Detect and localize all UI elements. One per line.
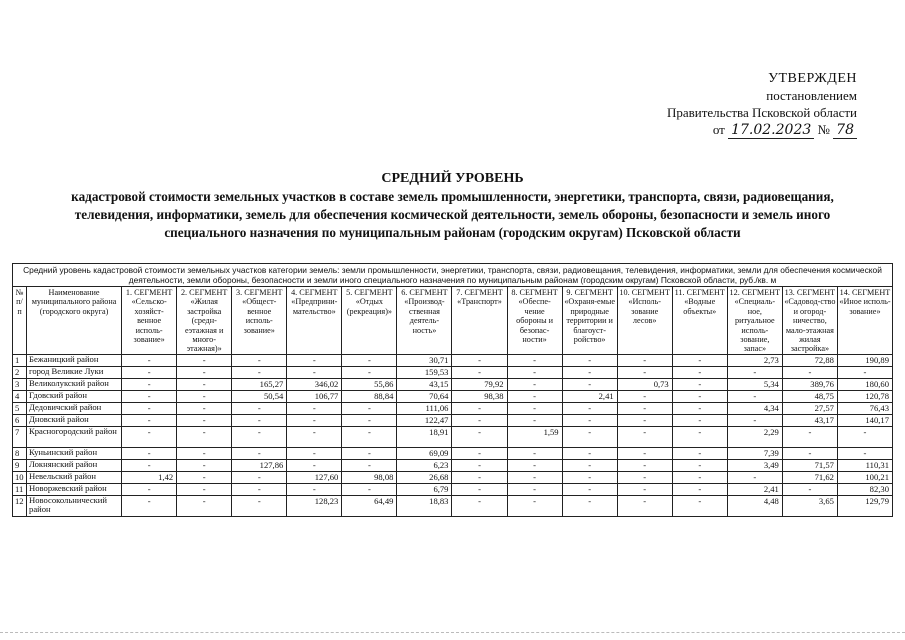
segment-value-7: - xyxy=(452,459,507,471)
segment-value-8: - xyxy=(507,483,562,495)
segment-value-13: - xyxy=(782,483,837,495)
segment-value-6: 26,68 xyxy=(397,471,452,483)
segment-value-10: 0,73 xyxy=(617,378,672,390)
segment-value-9: - xyxy=(562,471,617,483)
segment-value-13: 71,57 xyxy=(782,459,837,471)
cadastral-table-container xyxy=(12,263,893,517)
segment-value-10: - xyxy=(617,459,672,471)
segment-value-5: 55,86 xyxy=(342,378,397,390)
segment-value-4: - xyxy=(287,366,342,378)
segment-value-14: 82,30 xyxy=(837,483,892,495)
segment-value-8: - xyxy=(507,414,562,426)
segment-value-8: - xyxy=(507,402,562,414)
segment-value-6: 43,15 xyxy=(397,378,452,390)
segment-value-12: - xyxy=(727,366,782,378)
segment-value-1: - xyxy=(122,495,177,516)
approval-date-line xyxy=(617,121,857,139)
segment-value-10: - xyxy=(617,495,672,516)
table-row xyxy=(13,459,893,471)
segment-value-13: 71,62 xyxy=(782,471,837,483)
segment-value-7: - xyxy=(452,483,507,495)
header-district-name: Наименование муниципального района (городского округа) xyxy=(27,287,122,355)
segment-value-4: - xyxy=(287,426,342,447)
segment-value-10: - xyxy=(617,402,672,414)
district-name: Дновский район xyxy=(27,414,122,426)
header-segment-7: 7. СЕГМЕНТ «Транспорт» xyxy=(452,287,507,355)
row-index: 3 xyxy=(13,378,27,390)
segment-value-11: - xyxy=(672,378,727,390)
approval-block xyxy=(617,70,857,139)
segment-value-3: - xyxy=(232,354,287,366)
segment-value-13: - xyxy=(782,447,837,459)
segment-value-8: - xyxy=(507,378,562,390)
segment-value-7: - xyxy=(452,414,507,426)
segment-value-9: - xyxy=(562,495,617,516)
segment-value-6: 30,71 xyxy=(397,354,452,366)
segment-value-1: - xyxy=(122,366,177,378)
table-row xyxy=(13,447,893,459)
row-index: 6 xyxy=(13,414,27,426)
segment-value-13: - xyxy=(782,426,837,447)
segment-value-2: - xyxy=(177,414,232,426)
segment-value-2: - xyxy=(177,471,232,483)
segment-value-12: - xyxy=(727,390,782,402)
row-index: 1 xyxy=(13,354,27,366)
header-segment-13: 13. СЕГМЕНТ «Садовод-ство и огород-ничество, мало-этажная жилая застройка» xyxy=(784,288,836,354)
segment-value-2: - xyxy=(177,447,232,459)
segment-value-7: - xyxy=(452,366,507,378)
segment-value-5: - xyxy=(342,402,397,414)
row-index: 9 xyxy=(13,459,27,471)
row-index: 2 xyxy=(13,366,27,378)
header-segment-3: 3. СЕГМЕНТ «Общест-венное исполь-зование» xyxy=(232,287,287,355)
segment-value-8: - xyxy=(507,495,562,516)
segment-value-6: 122,47 xyxy=(397,414,452,426)
segment-value-5: 88,84 xyxy=(342,390,397,402)
segment-value-5: - xyxy=(342,354,397,366)
segment-value-14: 110,31 xyxy=(837,459,892,471)
header-segment-5: 5. СЕГМЕНТ «Отдых (рекреация)» xyxy=(342,287,397,355)
segment-value-11: - xyxy=(672,426,727,447)
district-name: Новоржевский район xyxy=(27,483,122,495)
segment-value-4: 128,23 xyxy=(287,495,342,516)
segment-value-12: 5,34 xyxy=(727,378,782,390)
segment-value-14: 190,89 xyxy=(837,354,892,366)
header-segment-14: 14. СЕГМЕНТ «Иное исполь-зование» xyxy=(837,287,892,355)
segment-value-9: - xyxy=(562,483,617,495)
segment-value-11: - xyxy=(672,495,727,516)
segment-value-11: - xyxy=(672,483,727,495)
segment-value-6: 6,23 xyxy=(397,459,452,471)
segment-value-1: - xyxy=(122,426,177,447)
segment-value-12: 4,34 xyxy=(727,402,782,414)
district-name: Красногородский район xyxy=(27,426,122,447)
document-title xyxy=(0,170,905,242)
segment-value-9: - xyxy=(562,354,617,366)
segment-value-2: - xyxy=(177,459,232,471)
segment-value-2: - xyxy=(177,402,232,414)
segment-value-8: 1,59 xyxy=(507,426,562,447)
segment-value-8: - xyxy=(507,390,562,402)
segment-value-1: - xyxy=(122,378,177,390)
segment-value-8: - xyxy=(507,366,562,378)
segment-value-13: - xyxy=(782,366,837,378)
segment-value-14: 100,21 xyxy=(837,471,892,483)
segment-value-9: - xyxy=(562,426,617,447)
segment-value-1: - xyxy=(122,354,177,366)
segment-value-1: - xyxy=(122,447,177,459)
segment-value-2: - xyxy=(177,378,232,390)
segment-value-10: - xyxy=(617,447,672,459)
segment-value-6: 111,06 xyxy=(397,402,452,414)
segment-value-8: - xyxy=(507,447,562,459)
district-name: Локнянский район xyxy=(27,459,122,471)
segment-value-13: 72,88 xyxy=(782,354,837,366)
segment-value-1: - xyxy=(122,402,177,414)
segment-value-11: - xyxy=(672,366,727,378)
segment-value-4: - xyxy=(287,414,342,426)
segment-value-4: 346,02 xyxy=(287,378,342,390)
table-row xyxy=(13,354,893,366)
segment-value-7: - xyxy=(452,426,507,447)
segment-value-6: 70,64 xyxy=(397,390,452,402)
segment-value-12: 4,48 xyxy=(727,495,782,516)
segment-value-13: 43,17 xyxy=(782,414,837,426)
segment-value-11: - xyxy=(672,471,727,483)
segment-value-8: - xyxy=(507,459,562,471)
segment-value-9: - xyxy=(562,402,617,414)
header-segment-11: 11. СЕГМЕНТ «Водные объекты» xyxy=(672,287,727,355)
segment-value-2: - xyxy=(177,390,232,402)
segment-value-4: - xyxy=(287,402,342,414)
segment-value-1: - xyxy=(122,483,177,495)
segment-value-6: 6,79 xyxy=(397,483,452,495)
segment-value-13: 27,57 xyxy=(782,402,837,414)
table-row xyxy=(13,495,893,516)
segment-value-5: 64,49 xyxy=(342,495,397,516)
segment-value-6: 69,09 xyxy=(397,447,452,459)
handwritten-number: 78 xyxy=(833,122,857,139)
segment-value-8: - xyxy=(507,471,562,483)
district-name: город Великие Луки xyxy=(27,366,122,378)
segment-value-3: - xyxy=(232,366,287,378)
segment-value-2: - xyxy=(177,495,232,516)
segment-value-10: - xyxy=(617,354,672,366)
segment-value-5: - xyxy=(342,414,397,426)
segment-value-12: - xyxy=(727,414,782,426)
segment-value-4: 127,60 xyxy=(287,471,342,483)
segment-value-2: - xyxy=(177,366,232,378)
segment-value-7: - xyxy=(452,402,507,414)
title-subtitle: кадастровой стоимости земельных участков в составе земель промышленности, энергетики, транспорта, связи, радиовещания, телевидения, информатики, земель для обеспечения космической деятельности, земель обороны, безопасности и земель иного специального назначения по муниципальным районам (городским округам) Псковской области xyxy=(71,189,834,240)
district-name: Невельский район xyxy=(27,471,122,483)
segment-value-11: - xyxy=(672,414,727,426)
segment-value-5: - xyxy=(342,483,397,495)
segment-value-6: 18,91 xyxy=(397,426,452,447)
segment-value-5: - xyxy=(342,447,397,459)
page-edge-line xyxy=(0,632,905,633)
table-header-row xyxy=(13,287,893,355)
table-row xyxy=(13,483,893,495)
segment-value-2: - xyxy=(177,354,232,366)
segment-value-3: 50,54 xyxy=(232,390,287,402)
table-caption: Средний уровень кадастровой стоимости земельных участков категории земель: земли промышленности, энергетики, транспорта, связи, радиовещания, телевидения, информатики, земли для обеспечения космической деятельности, земли обороны, безопасности и земли иного специального назначения по муниципальным районам (городским округам) Псковской области, руб./кв. м xyxy=(12,263,893,286)
segment-value-12: 2,41 xyxy=(727,483,782,495)
segment-value-5: 98,08 xyxy=(342,471,397,483)
date-prefix: от xyxy=(712,122,725,137)
segment-value-9: - xyxy=(562,414,617,426)
segment-value-10: - xyxy=(617,426,672,447)
segment-value-6: 18,83 xyxy=(397,495,452,516)
segment-value-11: - xyxy=(672,354,727,366)
header-segment-12: 12. СЕГМЕНТ «Специаль-ное, ритуальное исполь-зование, запас» xyxy=(727,287,782,355)
segment-value-9: - xyxy=(562,459,617,471)
header-segment-4: 4. СЕГМЕНТ «Предприни-мательство» xyxy=(287,287,342,355)
segment-value-3: - xyxy=(232,495,287,516)
segment-value-4: - xyxy=(287,483,342,495)
segment-value-14: - xyxy=(837,426,892,447)
header-segment-10: 10. СЕГМЕНТ «Исполь-зование лесов» xyxy=(617,287,672,355)
segment-value-3: - xyxy=(232,414,287,426)
segment-value-11: - xyxy=(672,459,727,471)
segment-value-2: - xyxy=(177,426,232,447)
segment-value-12: 7,39 xyxy=(727,447,782,459)
title-main: СРЕДНИЙ УРОВЕНЬ xyxy=(381,171,524,186)
header-segment-8: 8. СЕГМЕНТ «Обеспе-чение обороны и безопас-ности» xyxy=(507,287,562,355)
segment-value-12: - xyxy=(727,471,782,483)
header-segment-1: 1. СЕГМЕНТ «Сельско-хозяйст-венное исполь-зование» xyxy=(122,287,177,355)
table-row xyxy=(13,378,893,390)
table-row xyxy=(13,414,893,426)
table-body xyxy=(13,354,893,516)
segment-value-13: 3,65 xyxy=(782,495,837,516)
handwritten-date: 17.02.2023 xyxy=(728,122,814,139)
header-index: № п/п xyxy=(13,287,27,355)
segment-value-10: - xyxy=(617,471,672,483)
table-row xyxy=(13,471,893,483)
district-name: Бежаницкий район xyxy=(27,354,122,366)
district-name: Новосокольнический район xyxy=(27,495,122,516)
segment-value-1: - xyxy=(122,390,177,402)
segment-value-1: - xyxy=(122,459,177,471)
segment-value-7: - xyxy=(452,447,507,459)
segment-value-4: 106,77 xyxy=(287,390,342,402)
segment-value-3: - xyxy=(232,483,287,495)
segment-value-11: - xyxy=(672,447,727,459)
segment-value-14: 180,60 xyxy=(837,378,892,390)
segment-value-14: 120,78 xyxy=(837,390,892,402)
segment-value-10: - xyxy=(617,483,672,495)
approval-line-government: Правительства Псковской области xyxy=(666,105,857,120)
segment-value-1: - xyxy=(122,414,177,426)
row-index: 7 xyxy=(13,426,27,447)
segment-value-3: 165,27 xyxy=(232,378,287,390)
segment-value-14: - xyxy=(837,366,892,378)
segment-value-5: - xyxy=(342,426,397,447)
segment-value-12: 2,73 xyxy=(727,354,782,366)
segment-value-12: 2,29 xyxy=(727,426,782,447)
segment-value-11: - xyxy=(672,390,727,402)
row-index: 11 xyxy=(13,483,27,495)
segment-value-7: 79,92 xyxy=(452,378,507,390)
district-name: Дедовичский район xyxy=(27,402,122,414)
segment-value-9: - xyxy=(562,366,617,378)
row-index: 5 xyxy=(13,402,27,414)
row-index: 12 xyxy=(13,495,27,516)
approval-title: УТВЕРЖДЕН xyxy=(768,71,857,86)
segment-value-9: - xyxy=(562,378,617,390)
row-index: 4 xyxy=(13,390,27,402)
district-name: Гдовский район xyxy=(27,390,122,402)
segment-value-10: - xyxy=(617,414,672,426)
row-index: 10 xyxy=(13,471,27,483)
segment-value-4: - xyxy=(287,459,342,471)
segment-value-9: - xyxy=(562,447,617,459)
district-name: Куньинский район xyxy=(27,447,122,459)
segment-value-3: - xyxy=(232,426,287,447)
header-segment-2: 2. СЕГМЕНТ «Жилая застройка (средн-еэтажная и много-этажная)» xyxy=(177,287,232,355)
header-segment-9: 9. СЕГМЕНТ «Охраня-емые природные территории и благоуст-ройство» xyxy=(562,287,617,355)
segment-value-7: - xyxy=(452,471,507,483)
segment-value-14: 129,79 xyxy=(837,495,892,516)
table-row xyxy=(13,390,893,402)
row-index: 8 xyxy=(13,447,27,459)
header-segment-6: 6. СЕГМЕНТ «Производ-ственная деятель-ность» xyxy=(397,287,452,355)
segment-value-3: 127,86 xyxy=(232,459,287,471)
segment-value-12: 3,49 xyxy=(727,459,782,471)
approval-line-decree: постановлением xyxy=(766,88,857,103)
segment-value-8: - xyxy=(507,354,562,366)
segment-value-1: 1,42 xyxy=(122,471,177,483)
number-prefix: № xyxy=(817,122,830,137)
segment-value-5: - xyxy=(342,366,397,378)
segment-value-7: - xyxy=(452,354,507,366)
segment-value-9: 2,41 xyxy=(562,390,617,402)
segment-value-3: - xyxy=(232,402,287,414)
segment-value-6: 159,53 xyxy=(397,366,452,378)
segment-value-2: - xyxy=(177,483,232,495)
segment-value-13: 389,76 xyxy=(782,378,837,390)
segment-value-14: 140,17 xyxy=(837,414,892,426)
segment-value-4: - xyxy=(287,447,342,459)
table-row xyxy=(13,402,893,414)
segment-value-3: - xyxy=(232,471,287,483)
segment-value-10: - xyxy=(617,366,672,378)
segment-value-5: - xyxy=(342,459,397,471)
segment-value-7: - xyxy=(452,495,507,516)
segment-value-14: 76,43 xyxy=(837,402,892,414)
segment-value-7: 98,38 xyxy=(452,390,507,402)
segment-value-3: - xyxy=(232,447,287,459)
table-row xyxy=(13,366,893,378)
segment-value-13: 48,75 xyxy=(782,390,837,402)
segment-value-10: - xyxy=(617,390,672,402)
table-row xyxy=(13,426,893,447)
segment-value-4: - xyxy=(287,354,342,366)
district-name: Великолукский район xyxy=(27,378,122,390)
segment-value-14: - xyxy=(837,447,892,459)
segment-value-11: - xyxy=(672,402,727,414)
cadastral-value-table xyxy=(12,286,893,517)
